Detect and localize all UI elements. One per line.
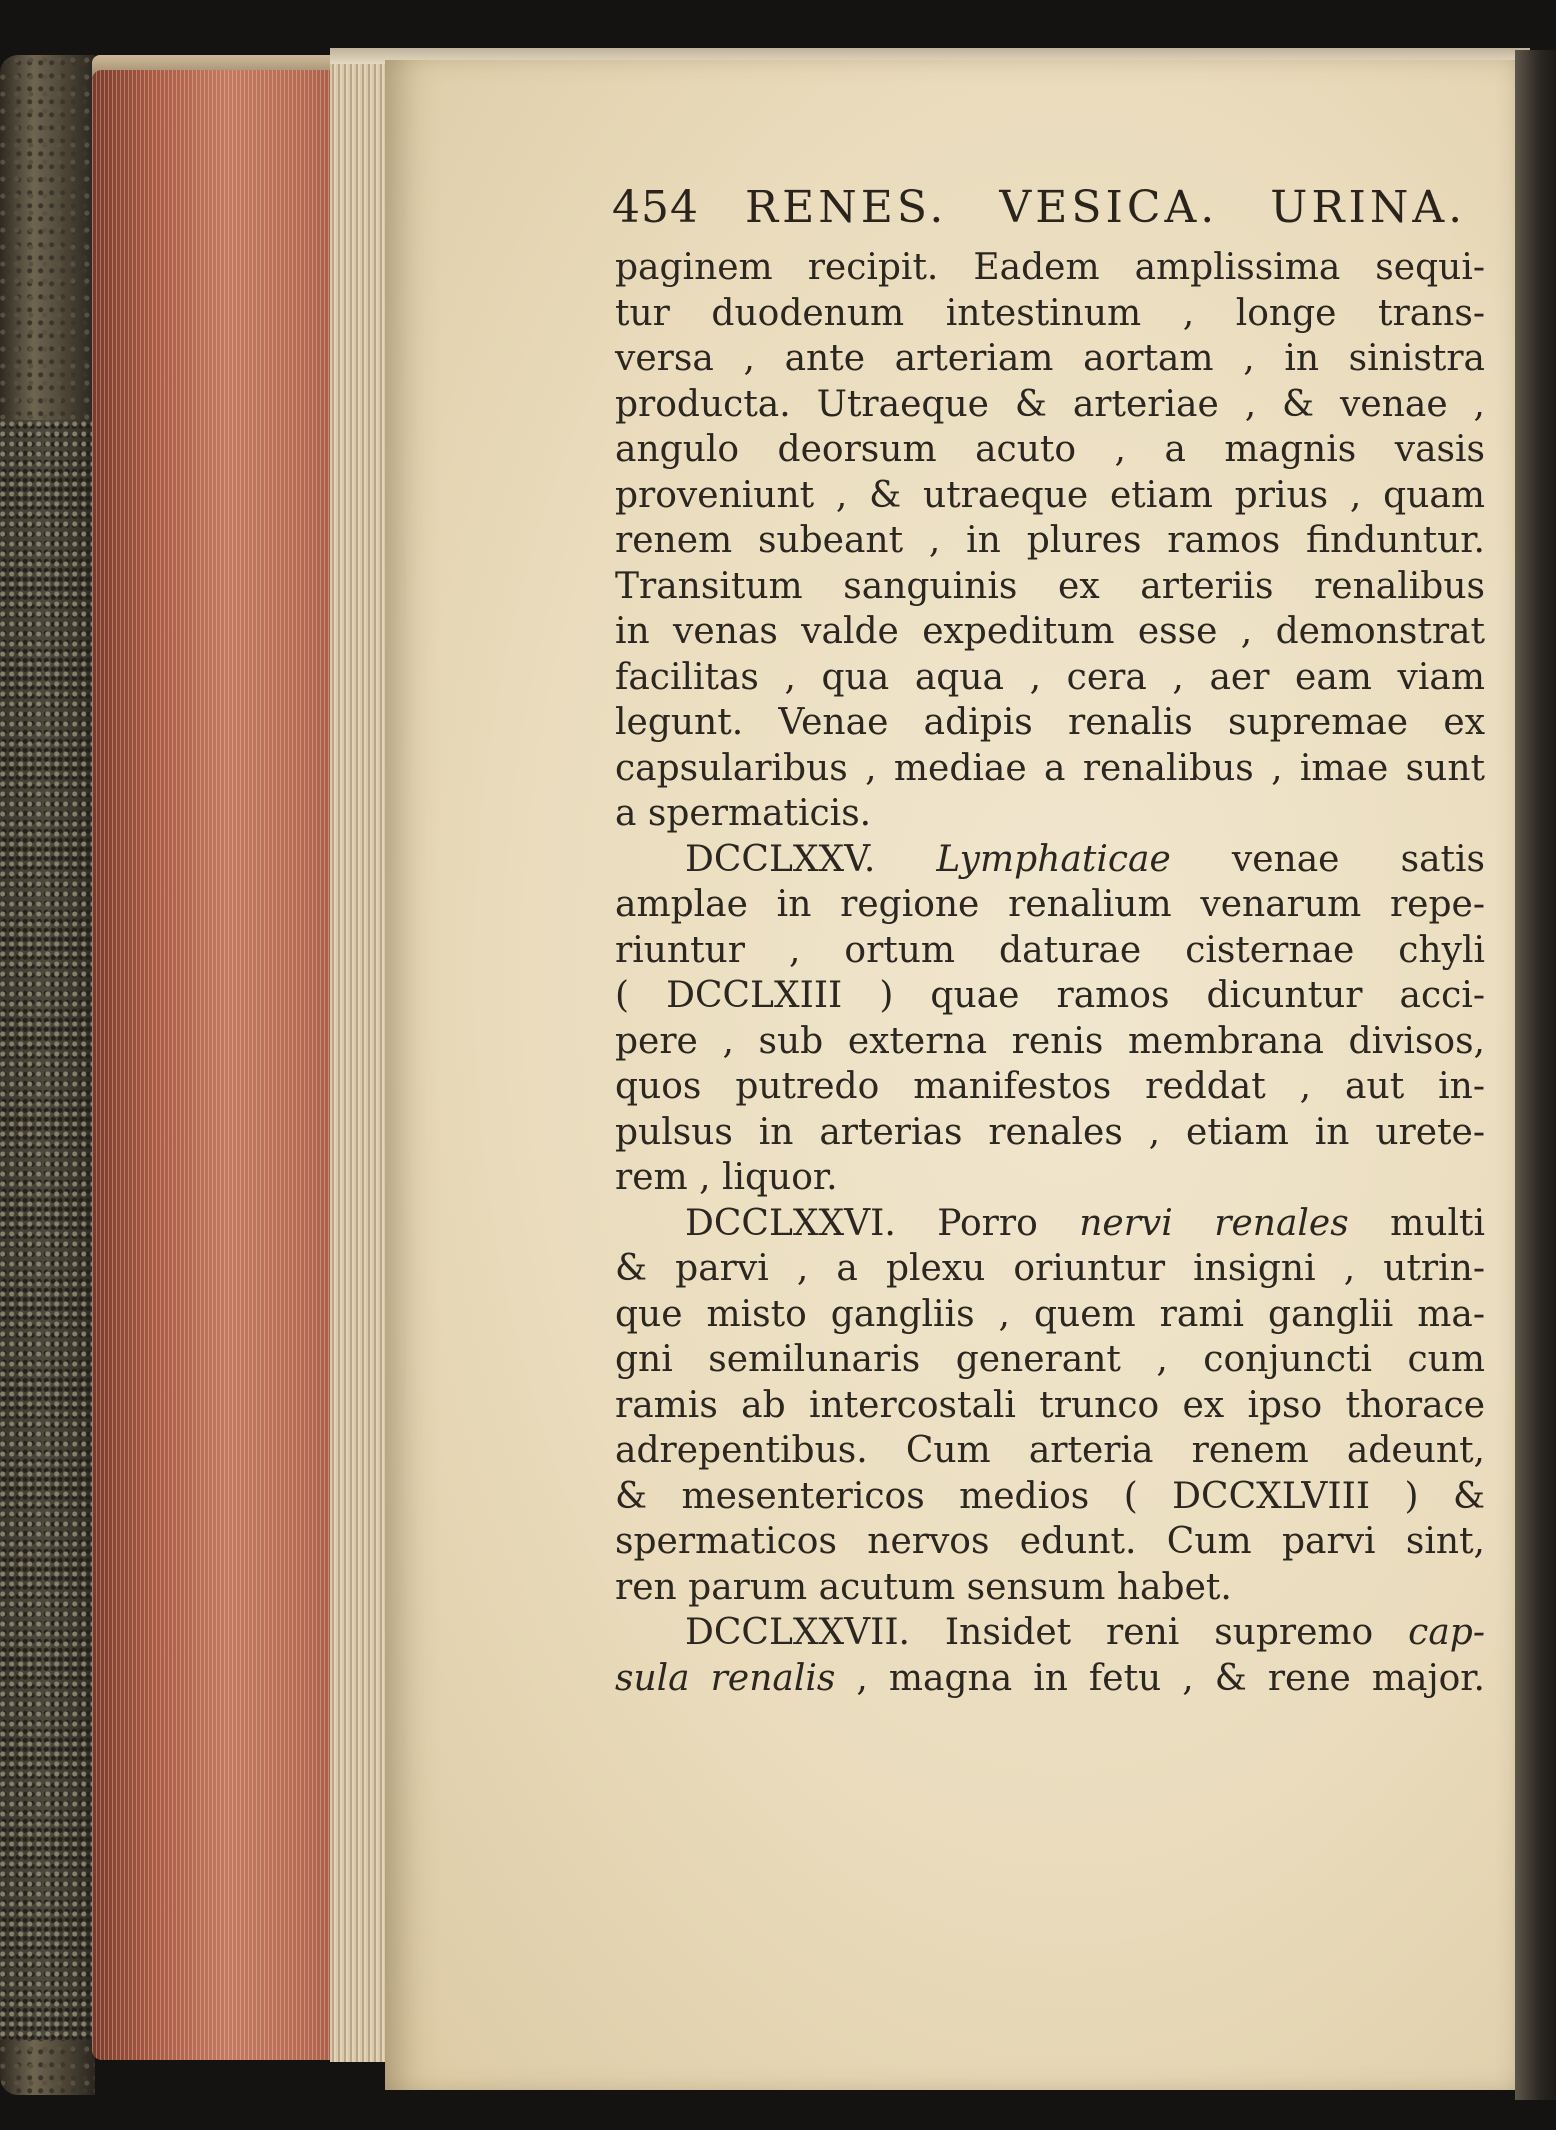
line-segment: DCCLXXVI. Porro (685, 1202, 1080, 1244)
text-line: angulo deorsum acuto , a magnis vasis (615, 429, 1485, 470)
body-text (615, 245, 1485, 1701)
text-line (615, 1201, 1485, 1247)
text-line: ramis ab intercostali trunco ex ipso thorace (615, 1384, 1485, 1426)
text-line: versa , ante arteriam aortam , in sinistra (615, 338, 1485, 379)
text-line (615, 1610, 1485, 1656)
text-line: & mesentericos medios ( DCCXLVIII ) & (615, 1475, 1485, 1517)
text-line: in venas valde expeditum esse , demonstrat (615, 611, 1485, 652)
text-line: quos putredo manifestos reddat , aut in- (615, 1066, 1485, 1107)
italic-term: nervi renales (1079, 1202, 1349, 1244)
text-line: pulsus in arterias renales , etiam in urete- (615, 1111, 1485, 1153)
line-segment: , magna in fetu , & rene major. (835, 1657, 1485, 1699)
line-segment: multi (1348, 1202, 1485, 1244)
text-line: capsularibus , mediae a renalibus , imae sunt (615, 747, 1485, 789)
text-line: proveniunt , & utraeque etiam prius , quam (615, 474, 1485, 516)
text-line: ( DCCLXIII ) quae ramos dicuntur acci- (615, 975, 1485, 1016)
line-segment: DCCLXXV. (685, 838, 937, 880)
text-line (615, 1656, 1485, 1702)
text-line: facilitas , qua aqua , cera , aer eam viam (615, 656, 1485, 698)
text-line: amplae in regione renalium venarum repe- (615, 884, 1485, 925)
line-segment: DCCLXXVII. Insidet reni supremo (685, 1612, 1409, 1653)
text-line: ren parum acutum sensum habet. (615, 1566, 1232, 1608)
text-line: legunt. Venae adipis renalis supremae ex (615, 702, 1485, 743)
binding-edge (1515, 50, 1556, 2100)
running-head-word: URINA. (1270, 182, 1467, 233)
italic-term: sula renalis (615, 1657, 836, 1699)
text-line: & parvi , a plexu oriuntur insigni , utrin- (615, 1248, 1485, 1289)
text-line: adrepentibus. Cum arteria renem adeunt, (615, 1430, 1485, 1471)
line-segment: venae satis (1170, 838, 1486, 880)
text-line: a spermaticis. (615, 793, 872, 834)
text-line: spermaticos nervos edunt. Cum parvi sint, (615, 1521, 1485, 1562)
page-gutter (330, 62, 392, 2062)
running-head-word: VESICA. (999, 182, 1219, 233)
italic-term: Lymphaticae (936, 838, 1171, 880)
text-line: producta. Utraeque & arteriae , & venae , (615, 383, 1485, 425)
text-line: que misto gangliis , quem rami ganglii ma- (615, 1293, 1485, 1335)
text-line: paginem recipit. Eadem amplissima sequi- (615, 247, 1485, 288)
text-line (615, 837, 1485, 883)
marbled-board (0, 420, 95, 2040)
text-line: rem , liquor. (615, 1157, 838, 1198)
text-line: pere , sub externa renis membrana divisos, (615, 1020, 1485, 1062)
italic-term: cap- (1408, 1612, 1485, 1653)
text-line: riuntur , ortum daturae cisternae chyli (615, 929, 1485, 971)
running-head (612, 182, 1466, 233)
text-line: Transitum sanguinis ex arteriis renalibus (615, 565, 1485, 607)
page-number: 454 (612, 182, 699, 233)
text-line: renem subeant , in plures ramos finduntur. (615, 520, 1485, 561)
text-line: gni semilunaris generant , conjuncti cum (615, 1339, 1485, 1380)
running-head-word: RENES. (744, 182, 948, 233)
text-line: tur duodenum intestinum , longe trans- (615, 292, 1485, 334)
